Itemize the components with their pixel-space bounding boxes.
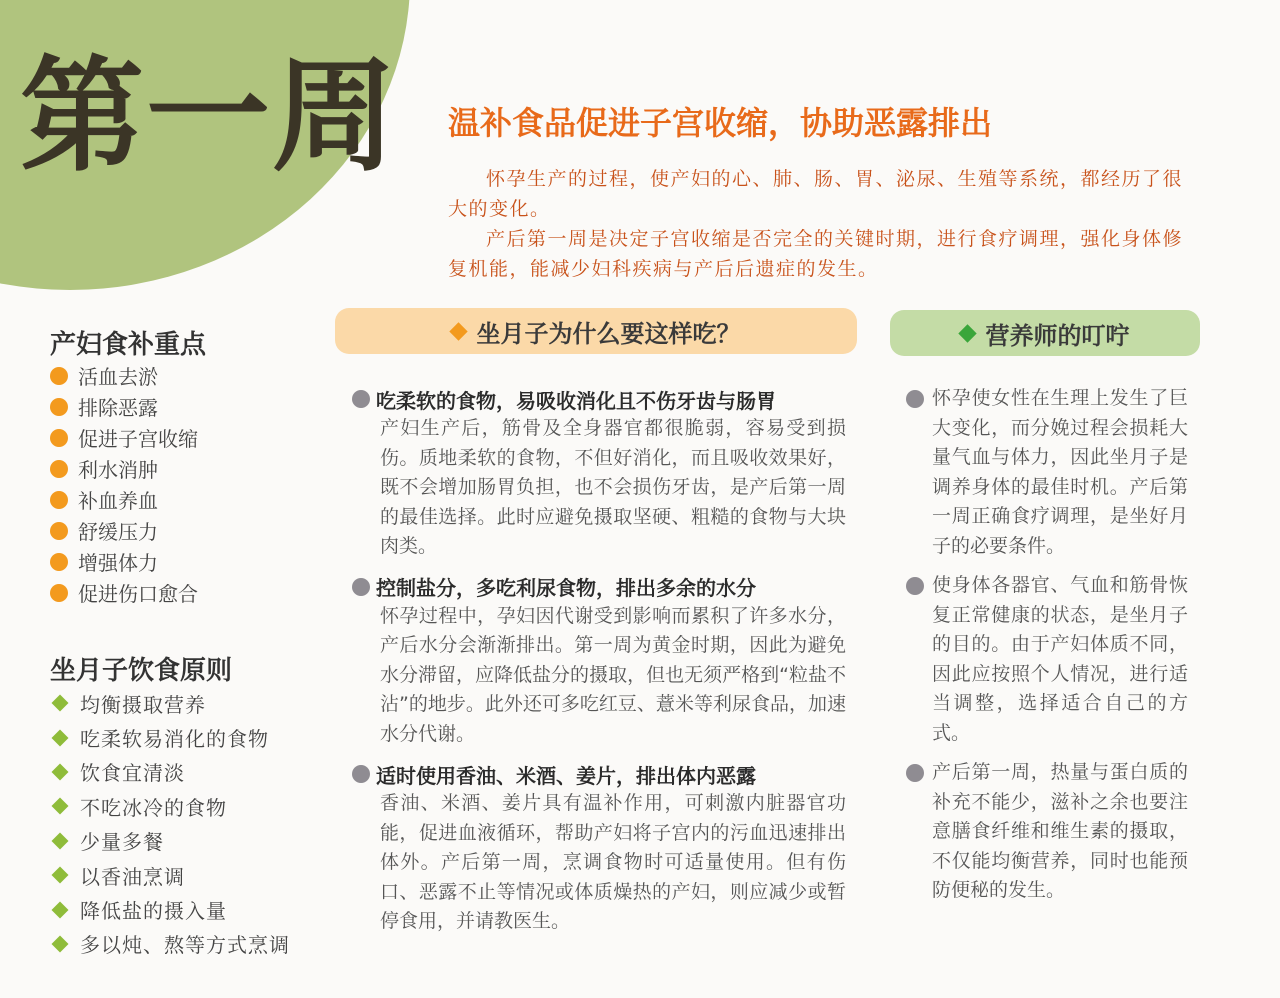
advice-item bbox=[906, 571, 1188, 748]
orange-dot-icon bbox=[50, 367, 68, 385]
headline: 温补食品促进子宫收缩，协助恶露排出 bbox=[448, 104, 993, 142]
list-item: 吃柔软易消化的食物 bbox=[50, 720, 290, 754]
list-item: 多以炖、熬等方式烹调 bbox=[50, 927, 290, 961]
gray-dot-icon bbox=[352, 390, 370, 408]
green-diamond-icon bbox=[52, 867, 69, 884]
advice-text: 怀孕使女性在生理上发生了巨大变化，而分娩过程会损耗大量气血与体力，因此坐月子是调养身体的最佳时机。产后第一周正确食疗调理，是坐好月子的必要条件。 bbox=[932, 387, 1188, 557]
why-column bbox=[352, 384, 846, 947]
focus-list bbox=[50, 360, 198, 608]
orange-dot-icon bbox=[50, 522, 68, 540]
orange-dot-icon bbox=[50, 429, 68, 447]
green-diamond-icon bbox=[958, 324, 976, 342]
advice-column bbox=[906, 384, 1188, 916]
green-diamond-icon bbox=[52, 901, 69, 918]
principles-list bbox=[50, 686, 290, 961]
list-item: 降低盐的摄入量 bbox=[50, 892, 290, 926]
green-diamond-icon bbox=[52, 832, 69, 849]
section-body: 怀孕过程中，孕妇因代谢受到影响而累积了许多水分，产后水分会渐渐排出。第一周为黄金时期，因此为避免水分滞留，应降低盐分的摄取，但也无须严格到“粒盐不沾”的地步。此外还可多吃红豆、薏米等利尿食品，加速水分代谢。 bbox=[380, 604, 846, 745]
list-item: 排除恶露 bbox=[50, 391, 198, 422]
advice-item bbox=[906, 384, 1188, 561]
gray-dot-icon bbox=[352, 765, 370, 783]
intro-paragraph: 怀孕生产的过程，使产妇的心、肺、肠、胃、泌尿、生殖等系统，都经历了很大的变化。 bbox=[448, 168, 1184, 220]
list-item: 少量多餐 bbox=[50, 824, 290, 858]
list-item: 活血去淤 bbox=[50, 360, 198, 391]
green-diamond-icon bbox=[52, 763, 69, 780]
principles-title: 坐月子饮食原则 bbox=[50, 656, 233, 686]
advice-text: 产后第一周，热量与蛋白质的补充不能少，滋补之余也要注意膳食纤维和维生素的摄取，不仅能均衡营养，同时也能预防便秘的发生。 bbox=[932, 761, 1188, 901]
list-item: 增强体力 bbox=[50, 546, 198, 577]
list-item: 不吃冰冷的食物 bbox=[50, 789, 290, 823]
orange-dot-icon bbox=[50, 584, 68, 602]
why-section bbox=[352, 572, 846, 750]
gray-dot-icon bbox=[906, 390, 924, 408]
advice-header bbox=[890, 310, 1200, 356]
list-item: 舒缓压力 bbox=[50, 515, 198, 546]
green-diamond-icon bbox=[52, 798, 69, 815]
intro-paragraph: 产后第一周是决定子宫收缩是否完全的关键时期，进行食疗调理，强化身体修复机能，能减少妇科疾病与产后后遗症的发生。 bbox=[448, 228, 1184, 280]
gray-dot-icon bbox=[906, 577, 924, 595]
section-heading: 控制盐分，多吃利尿食物，排出多余的水分 bbox=[376, 576, 756, 600]
list-item: 以香油烹调 bbox=[50, 858, 290, 892]
advice-item bbox=[906, 758, 1188, 906]
list-item: 补血养血 bbox=[50, 484, 198, 515]
section-heading: 适时使用香油、米酒、姜片，排出体内恶露 bbox=[376, 763, 756, 788]
section-heading: 吃柔软的食物，易吸收消化且不伤牙齿与肠胃 bbox=[376, 388, 776, 413]
advice-title: 营养师的叮咛 bbox=[985, 321, 1130, 350]
week-title: 第一周 bbox=[20, 44, 399, 189]
why-title: 坐月子为什么要这样吃？ bbox=[476, 319, 741, 348]
why-header bbox=[335, 308, 857, 354]
focus-title: 产妇食补重点 bbox=[50, 330, 207, 360]
orange-diamond-icon bbox=[449, 322, 467, 340]
orange-dot-icon bbox=[50, 491, 68, 509]
intro-text bbox=[448, 164, 1203, 284]
green-diamond-icon bbox=[52, 695, 69, 712]
section-body: 产妇生产后，筋骨及全身器官都很脆弱，容易受到损伤。质地柔软的食物，不但好消化，而且吸收效果好，既不会增加肠胃负担，也不会损伤牙齿，是产后第一周的最佳选择。此时应避免摄取坚硬、粗糙的食物与大块肉类。 bbox=[380, 417, 846, 557]
orange-dot-icon bbox=[50, 398, 68, 416]
gray-dot-icon bbox=[352, 578, 370, 596]
gray-dot-icon bbox=[906, 764, 924, 782]
list-item: 促进子宫收缩 bbox=[50, 422, 198, 453]
list-item: 饮食宜清淡 bbox=[50, 755, 290, 789]
list-item: 促进伤口愈合 bbox=[50, 577, 198, 608]
section-body: 香油、米酒、姜片具有温补作用，可刺激内脏器官功能，促进血液循环，帮助产妇将子宫内的污血迅速排出体外。产后第一周，烹调食物时可适量使用。但有伤口、恶露不止等情况或体质燥热的产妇，则应减少或暂停食用，并请教医生。 bbox=[380, 792, 846, 932]
green-diamond-icon bbox=[52, 935, 69, 952]
list-item: 均衡摄取营养 bbox=[50, 686, 290, 720]
why-section bbox=[352, 759, 846, 937]
list-item: 利水消肿 bbox=[50, 453, 198, 484]
orange-dot-icon bbox=[50, 460, 68, 478]
orange-dot-icon bbox=[50, 553, 68, 571]
why-section bbox=[352, 384, 846, 562]
green-diamond-icon bbox=[52, 729, 69, 746]
advice-text: 使身体各器官、气血和筋骨恢复正常健康的状态，是坐月子的目的。由于产妇体质不同，因此应按照个人情况，进行适当调整，选择适合自己的方式。 bbox=[932, 574, 1188, 744]
